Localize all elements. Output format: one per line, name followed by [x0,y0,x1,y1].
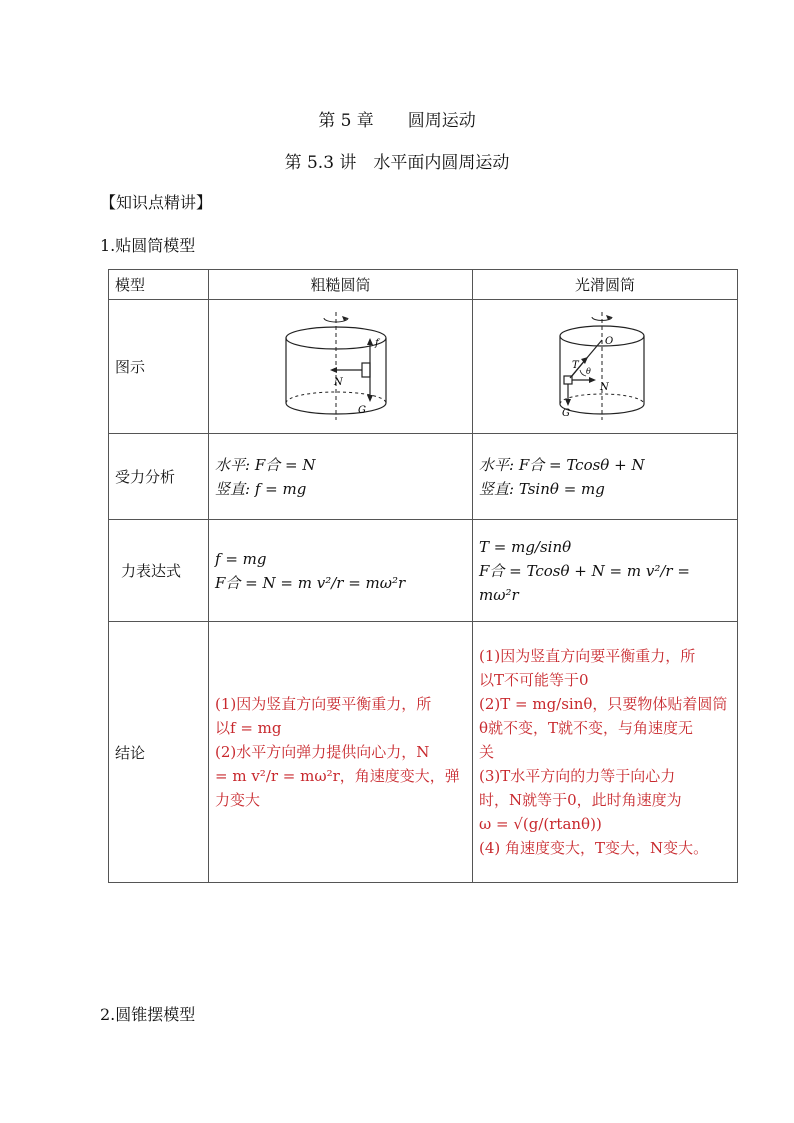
row-label-diagram: 图示 [109,300,209,434]
smooth-cylinder-diagram [550,308,660,426]
smooth-conclusion-line: (3)T水平方向的力等于向心力 [479,767,676,785]
rough-conclusion-line: (1)因为竖直方向要平衡重力，所 [215,695,432,713]
table-row-force-expression [109,520,738,622]
label-f: f [374,337,379,349]
smooth-analysis-line: 水平: F合 = Tcosθ + N [479,455,645,474]
smooth-expression-cell [473,520,738,622]
rough-expression-line: f = mg [215,549,267,568]
smooth-conclusion-line: (2)T = mg/sinθ，只要物体贴着圆筒 [479,695,728,713]
model-table [108,269,738,883]
smooth-conclusion-line: ω = √(g/(rtanθ)) [479,815,602,833]
rough-analysis-cell [209,434,473,520]
smooth-analysis-cell [473,434,738,520]
table-header-row [109,270,738,300]
table-row-conclusion [109,622,738,883]
smooth-cylinder-diagram-cell [473,300,738,434]
rough-conclusion-cell [209,622,473,883]
smooth-conclusion-line: (1)因为竖直方向要平衡重力，所 [479,647,696,665]
table-row-diagram [109,300,738,434]
header-smooth-cylinder: 光滑圆筒 [473,270,738,300]
rough-conclusion-line: 以f = mg [215,719,282,737]
smooth-conclusion-cell [473,622,738,883]
table-row-force-analysis [109,434,738,520]
header-model: 模型 [109,270,209,300]
label-n-rough: N [333,376,343,388]
label-theta: θ [586,366,591,376]
label-t: T [572,359,579,371]
row-label-conclusion: 结论 [109,622,209,883]
section-header: 【知识点精讲】 [100,193,213,212]
rough-conclusion-line: 力变大 [215,791,261,809]
rough-cylinder-diagram [276,308,406,426]
lesson-title: 第 5.3 讲 水平面内圆周运动 [284,153,510,173]
label-o: O [605,335,614,347]
smooth-expression-line: T = mg/sinθ [479,537,572,556]
smooth-conclusion-line: 以T不可能等于0 [479,671,589,689]
section1-title: 1.贴圆筒模型 [100,236,196,255]
rough-expression-cell [209,520,473,622]
section2-title: 2.圆锥摆模型 [100,1005,196,1024]
row-label-force-expression: 力表达式 [109,520,209,622]
label-g-smooth: G [562,407,570,419]
smooth-expression-line: F合 = Tcosθ + N = m v²/r = mω²r [479,561,690,604]
rough-expression-line: F合 = N = m v²/r = mω²r [215,573,406,592]
header-rough-cylinder: 粗糙圆筒 [209,270,473,300]
smooth-conclusion-line: 时，N就等于0，此时角速度为 [479,791,682,809]
smooth-conclusion-line: θ就不变，T就不变，与角速度无 [479,719,694,737]
smooth-conclusion-line: 关 [479,743,495,761]
rough-conclusion-line: = m v²/r = mω²r，角速度变大，弹 [215,767,460,785]
row-label-force-analysis: 受力分析 [109,434,209,520]
rough-conclusion-line: (2)水平方向弹力提供向心力，N [215,743,430,761]
label-g-rough: G [357,404,366,416]
rough-analysis-line: 水平: F合 = N [215,455,316,474]
label-n-smooth: N [600,381,609,393]
smooth-analysis-line: 竖直: Tsinθ = mg [479,479,605,498]
rough-cylinder-diagram-cell [209,300,473,434]
smooth-conclusion-line: (4) 角速度变大，T变大，N变大。 [479,839,709,857]
chapter-title: 第 5 章 圆周运动 [318,111,476,131]
rough-analysis-line: 竖直: f = mg [215,479,307,498]
